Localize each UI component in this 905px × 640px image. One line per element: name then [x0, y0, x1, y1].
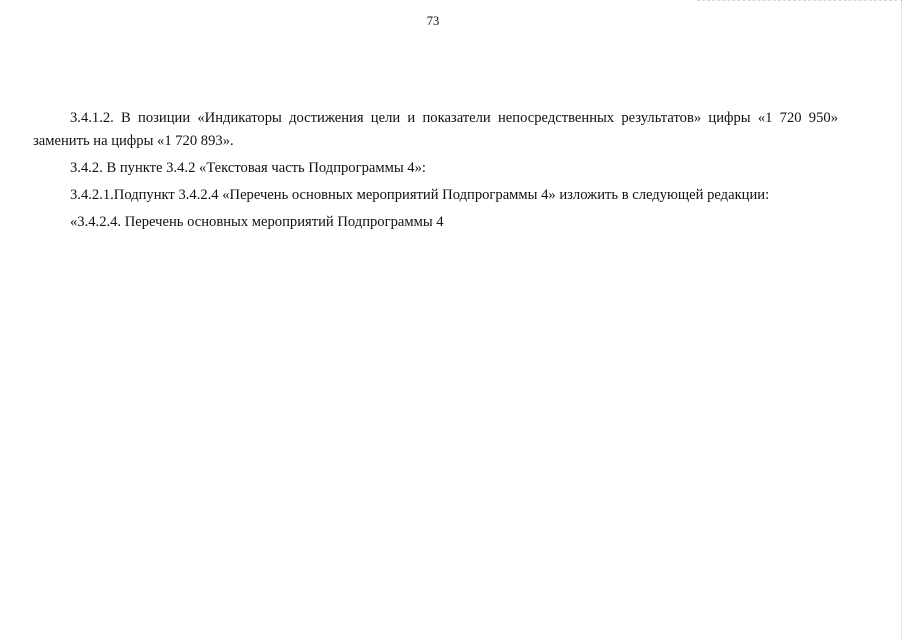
- paragraph-3-4-2-1: 3.4.2.1.Подпункт 3.4.2.4 «Перечень основных мероприятий Подпрограммы 4» изложить в следующей редакции:: [70, 187, 770, 203]
- paragraph-3-4-1-2: 3.4.1.2. В позиции «Индикаторы достижения цели и показатели непосредственных результатов» цифры «1 720 950» заменить на цифры «1 720 893».: [33, 110, 838, 149]
- paragraph-3-4-2-4-heading: «3.4.2.4. Перечень основных мероприятий Подпрограммы 4: [70, 214, 444, 230]
- scan-top-artifact: [697, 0, 897, 3]
- page-number: 73: [426, 14, 440, 28]
- paragraph-3-4-2: 3.4.2. В пункте 3.4.2 «Текстовая часть Подпрограммы 4»:: [70, 160, 426, 176]
- scan-edge-artifact: [901, 0, 905, 640]
